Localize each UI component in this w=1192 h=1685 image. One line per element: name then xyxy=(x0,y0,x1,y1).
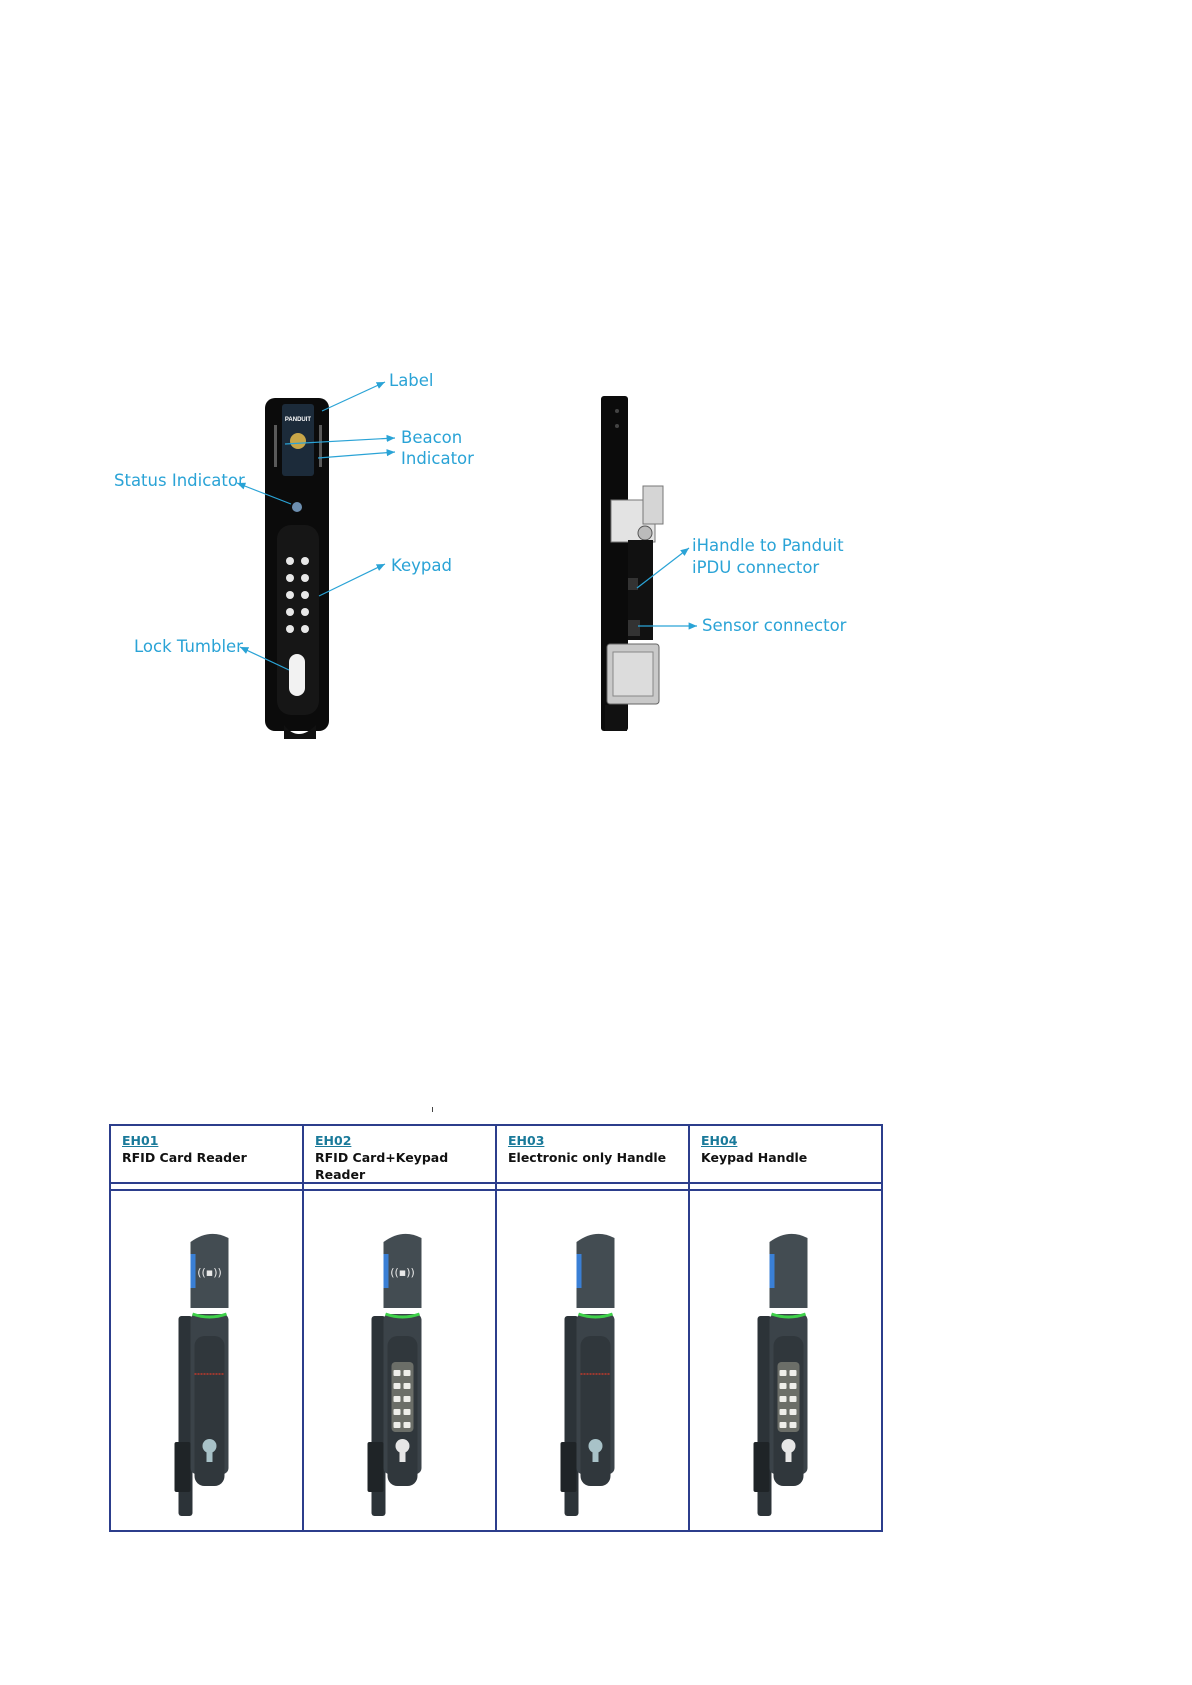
callout-indicator: Indicator xyxy=(401,449,474,468)
svg-text:((▪)): ((▪)) xyxy=(197,1266,222,1279)
callout-status-indicator: Status Indicator xyxy=(114,471,245,490)
model-code-link[interactable]: EH03 xyxy=(508,1133,545,1148)
callout-ihandle-line1: iHandle to Panduit xyxy=(692,536,844,555)
model-cell xyxy=(690,1124,883,1191)
model-cell xyxy=(304,1124,497,1191)
model-table xyxy=(109,1124,883,1191)
rear-handle-image xyxy=(601,396,663,731)
svg-text:PANDUIT: PANDUIT xyxy=(284,417,312,423)
callout-beacon: Beacon xyxy=(401,428,463,447)
handle-illustration xyxy=(111,1184,302,1530)
model-name: Keypad Handle xyxy=(701,1150,808,1165)
handle-illustration xyxy=(304,1184,495,1530)
callout-keypad: Keypad xyxy=(391,556,452,575)
model-image-row xyxy=(109,1182,883,1532)
callout-sensor-connector: Sensor connector xyxy=(702,616,847,635)
front-handle-image xyxy=(265,398,329,739)
model-code-link[interactable]: EH02 xyxy=(315,1133,352,1148)
handle-illustration xyxy=(497,1184,688,1530)
svg-text:((▪)): ((▪)) xyxy=(390,1266,415,1279)
model-image-cell xyxy=(690,1184,881,1530)
shield-icon xyxy=(290,433,306,449)
status-led xyxy=(292,502,302,512)
lock-tumbler-keyhole xyxy=(289,654,305,696)
model-header-row xyxy=(109,1124,883,1191)
model-name: Electronic only Handle xyxy=(508,1150,667,1165)
model-cell xyxy=(497,1124,690,1191)
callout-label: Label xyxy=(389,371,434,390)
model-image-cell xyxy=(497,1184,690,1530)
callout-ihandle-line2: iPDU connector xyxy=(692,558,820,577)
handle-illustration xyxy=(690,1184,881,1530)
model-code-link[interactable]: EH04 xyxy=(701,1133,738,1148)
stray-mark xyxy=(432,1107,433,1112)
model-image-cell xyxy=(304,1184,497,1530)
model-name: RFID Card Reader xyxy=(122,1150,247,1165)
callout-lock-tumbler: Lock Tumbler xyxy=(134,637,243,656)
model-code-link[interactable]: EH01 xyxy=(122,1133,159,1148)
model-cell xyxy=(109,1124,304,1191)
model-name: RFID Card+Keypad Reader xyxy=(315,1150,449,1182)
model-image-cell xyxy=(111,1184,304,1530)
